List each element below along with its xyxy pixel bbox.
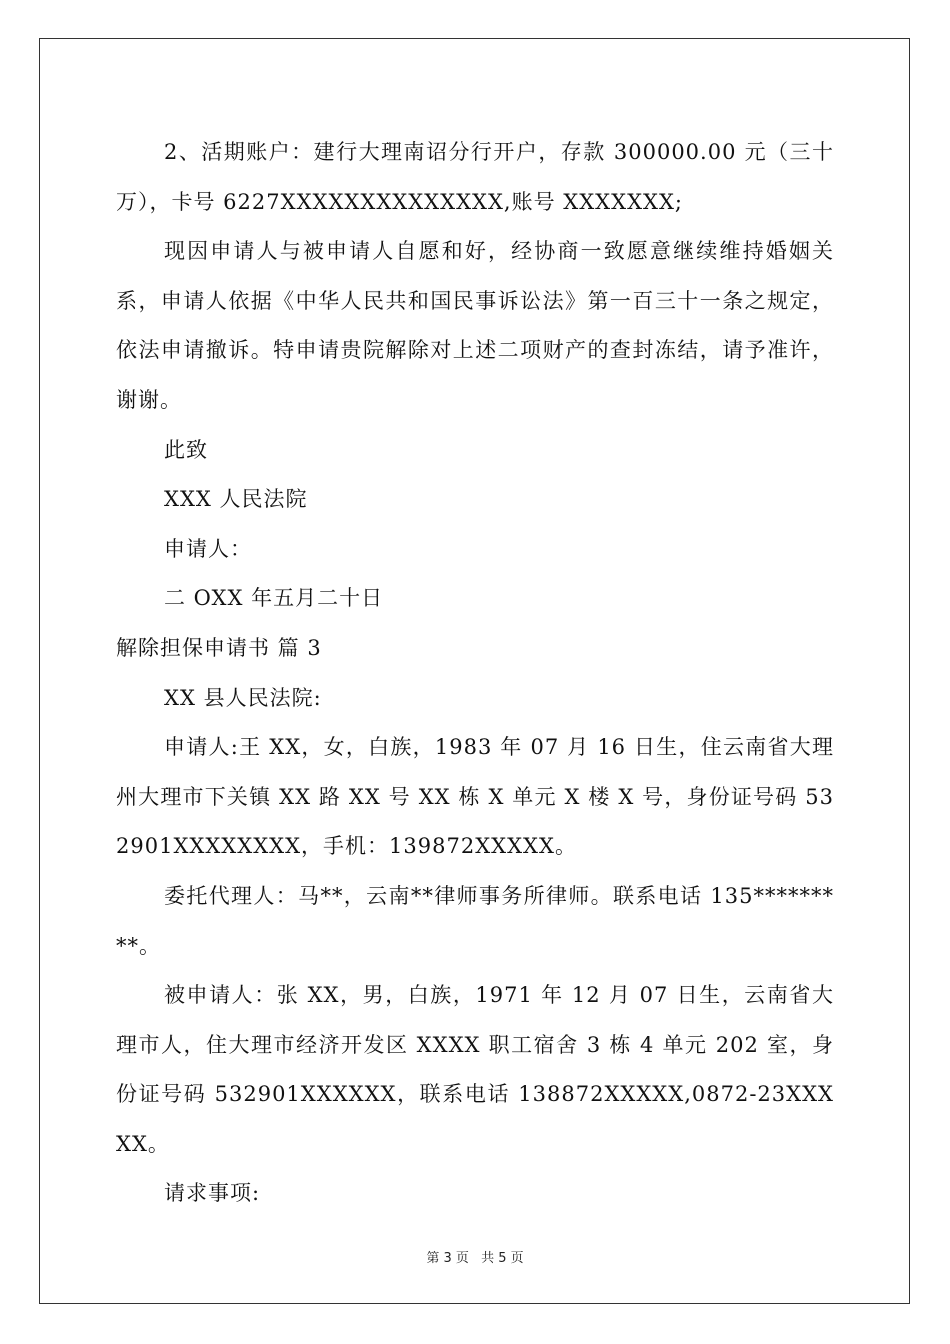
paragraph-applicant-info: 申请人:王 XX，女，白族，1983 年 07 月 16 日生，住云南省大理州大理市下关镇 XX 路 XX 号 XX 栋 X 单元 X 楼 X 号，身份证号码 532901XXXXXXXX，手机：139872XXXXX。 [116, 735, 834, 859]
paragraph-applicant-sign: 申请人： [164, 536, 252, 561]
paragraph-requests-heading: 请求事项: [164, 1181, 261, 1206]
section-title: 解除担保申请书 篇 3 [116, 635, 322, 660]
paragraph-agent-info: 委托代理人：马**，云南**律师事务所律师。联系电话 135*********。 [116, 883, 834, 958]
paragraph-court-address: XX 县人民法院: [164, 685, 322, 710]
document-body [116, 128, 834, 1219]
paragraph-respondent-info: 被申请人：张 XX，男，白族，1971 年 12 月 07 日生，云南省大理市人，住大理市经济开发区 XXXX 职工宿舍 3 栋 4 单元 202 室，身份证号码 532901XXXXXX，联系电话 138872XXXXX,0872-23XXXXX。 [116, 983, 834, 1156]
paragraph-date: 二 OXX 年五月二十日 [164, 586, 384, 611]
paragraph-withdrawal-reason: 现因申请人与被申请人自愿和好，经协商一致愿意继续维持婚姻关系，申请人依据《中华人民共和国民事诉讼法》第一百三十一条之规定，依法申请撤诉。特申请贵院解除对上述二项财产的查封冻结，请予准许，谢谢。 [116, 239, 834, 412]
page-number-current: 第 3 页 [426, 1251, 469, 1266]
paragraph-salutation: 此致 [164, 437, 208, 462]
paragraph-account: 2、活期账户：建行大理南诏分行开户，存款 300000.00 元（三十万），卡号 6227XXXXXXXXXXXXXX,账号 XXXXXXX; [116, 140, 834, 214]
page-number-total: 共 5 页 [481, 1251, 524, 1266]
page-footer [0, 1247, 950, 1266]
paragraph-court: XXX 人民法院 [164, 487, 308, 512]
